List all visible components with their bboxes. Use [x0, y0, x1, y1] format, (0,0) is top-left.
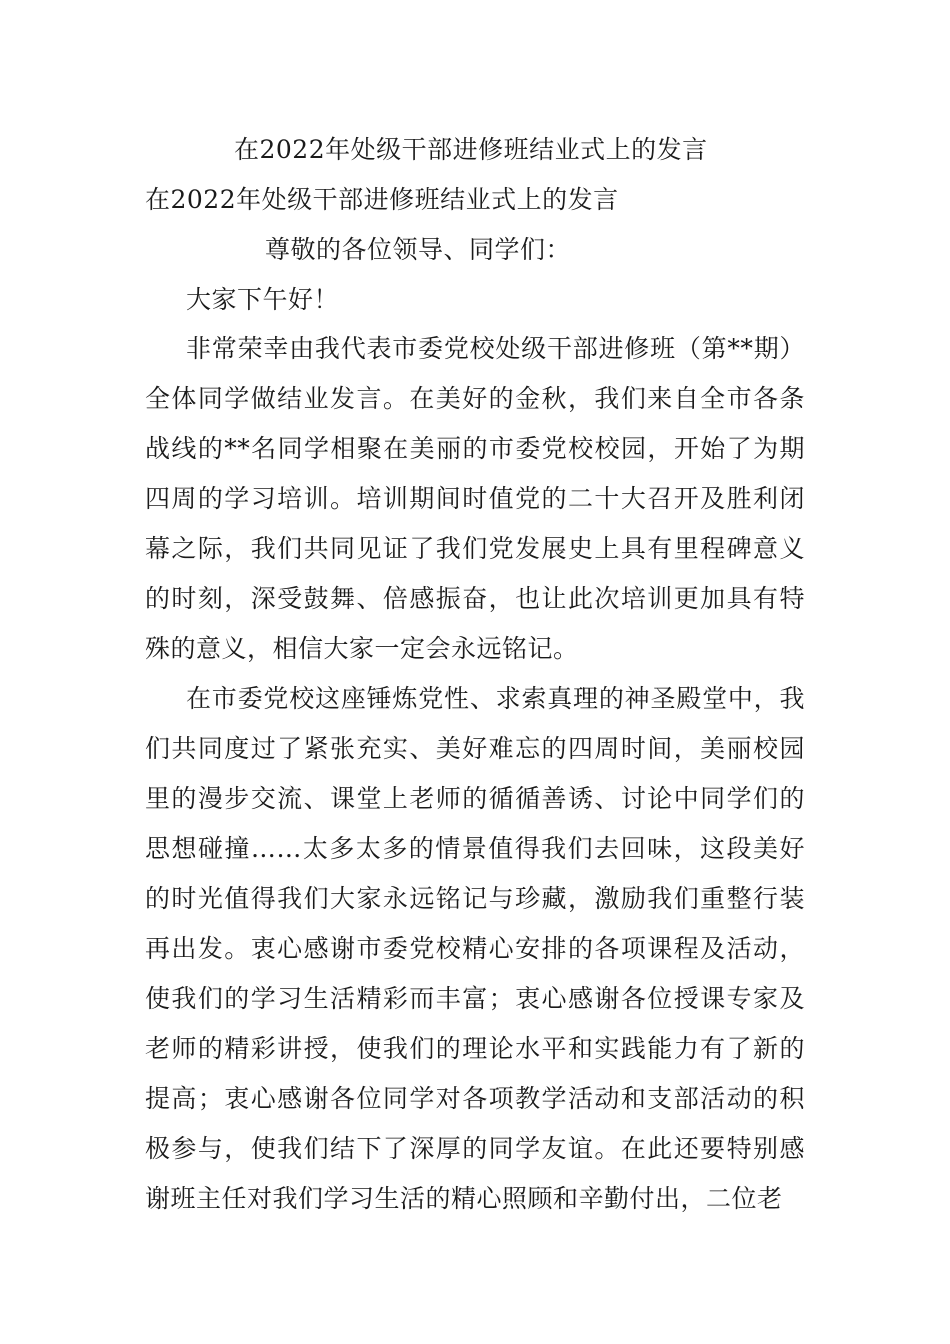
salutation: 尊敬的各位领导、同学们：	[265, 235, 572, 264]
body-paragraph-2: 在市委党校这座锤炼党性、求索真理的神圣殿堂中，我们共同度过了紧张充实、美好难忘的四周时间，美丽校园里的漫步交流、课堂上老师的循循善诱、讨论中同学们的思想碰撞……太多太多的情景值得我们去回味，这段美好的时光值得我们大家永远铭记与珍藏，激励我们重整行装再出发。衷心感谢市委党校精心安排的各项课程及活动，使我们的学习生活精彩而丰富；衷心感谢各位授课专家及老师的精彩讲授，使我们的理论水平和实践能力有了新的提高；衷心感谢各位同学对各项教学活动和支部活动的积极参与，使我们结下了深厚的同学友谊。在此还要特别感谢班主任对我们学习生活的精心照顾和辛勤付出，二位老	[145, 684, 805, 1213]
document-title: 在2022年处级干部进修班结业式上的发言	[234, 135, 708, 164]
body-paragraph-1: 非常荣幸由我代表市委党校处级干部进修班（第**期）全体同学做结业发言。在美好的金秋，我们来自全市各条战线的**名同学相聚在美丽的市委党校校园，开始了为期四周的学习培训。培训期间时值党的二十大召开及胜利闭幕之际，我们共同见证了我们党发展史上具有里程碑意义的时刻，深受鼓舞、倍感振奋，也让此次培训更加具有特殊的意义，相信大家一定会永远铭记。	[145, 334, 805, 663]
greeting: 大家下午好！	[186, 285, 340, 314]
document-subtitle: 在2022年处级干部进修班结业式上的发言	[145, 185, 619, 214]
